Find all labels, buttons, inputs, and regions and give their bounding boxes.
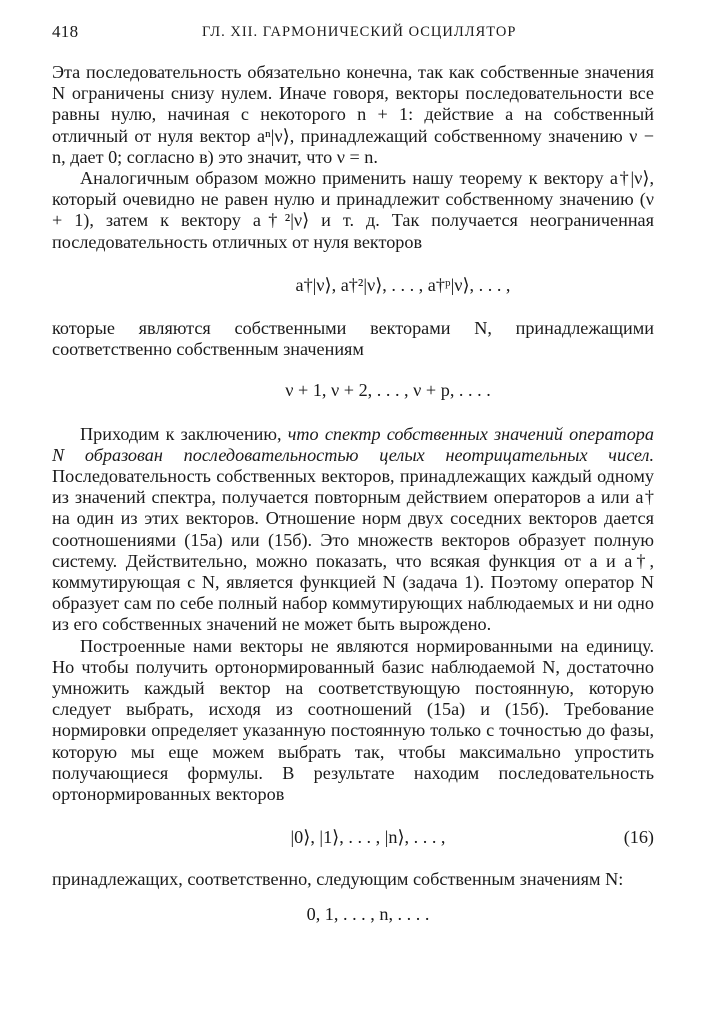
paragraph-1: Эта последовательность обязательно конечна, так как собственные значения N ограничены снизу нулем. Иначе говоря, векторы последовательности все равны нулю, начиная с некоторого n + 1: действие a на собственный отличный от нуля вектор aⁿ|ν⟩, принадлежащий собственному значению ν − n, дает 0; согласно в) это значит, что ν = n.	[52, 62, 654, 167]
formula-raised-vectors: a†|ν⟩, a†²|ν⟩, . . . , a†ᵖ|ν⟩, . . . ,	[295, 274, 511, 295]
paragraph-4-rest: Последовательность собственных векторов, принадлежащих каждый одному из значений спектра, получается повторным действием операторов a или a† на один из этих векторов. Отношение норм двух соседних векторов дается соотношениями (15а) или (15б). Это множеств векторов образует полную систему. Действительно, можно показать, что всякая функция от a и a†, коммутирующая с N, является функцией N (задача 1). Поэтому оператор N образует сам по себе полный набор коммутирующих наблюдаемых и ни одно из его собственных значений не может быть вырождено.	[52, 466, 654, 635]
paragraph-4	[52, 424, 654, 636]
equation-number: (16)	[623, 827, 654, 848]
paragraph-3: которые являются собственными векторами N, принадлежащими соответственно собственным значениям	[52, 318, 654, 360]
page-body	[52, 62, 654, 925]
paragraph-4-theorem: что спектр собственных значений оператора N образован последовательностью целых неотрицательных чисел.	[52, 423, 654, 465]
formula-16: |0⟩, |1⟩, . . . , |n⟩, . . . ,	[290, 827, 446, 848]
running-title: ГЛ. XII. ГАРМОНИЧЕСКИЙ ОСЦИЛЛЯТОР	[202, 24, 517, 40]
formula-eigenvalues: ν + 1, ν + 2, . . . , ν + p, . . . .	[285, 380, 491, 401]
running-header	[52, 22, 661, 50]
paragraph-4-lead: Приходим к заключению,	[80, 423, 288, 444]
formula-orthonormal-vectors	[52, 827, 654, 848]
formula-integer-spectrum: 0, 1, . . . , n, . . . .	[306, 903, 430, 924]
paragraph-5: Построенные нами векторы не являются нормированными на единицу. Но чтобы получить ортонормированный базис наблюдаемой N, достаточно умножить каждый вектор на соответствующую постоянную, которую следует выбрать, исходя из соотношений (15а) и (15б). Требование нормировки определяет указанную постоянную только с точностью до фазы, которую мы еще можем выбрать так, чтобы максимально упростить получающиеся формулы. В результате находим последовательность ортонормированных векторов	[52, 635, 654, 805]
page-number: 418	[52, 22, 79, 41]
paragraph-2: Аналогичным образом можно применить нашу теорему к вектору a†|ν⟩, который очевидно не равен нулю и принадлежит собственному значению (ν + 1), затем к вектору a†²|ν⟩ и т. д. Так получается неограниченная последовательность отличных от нуля векторов	[52, 168, 654, 252]
paragraph-6: принадлежащих, соответственно, следующим собственным значениям N:	[52, 868, 624, 889]
